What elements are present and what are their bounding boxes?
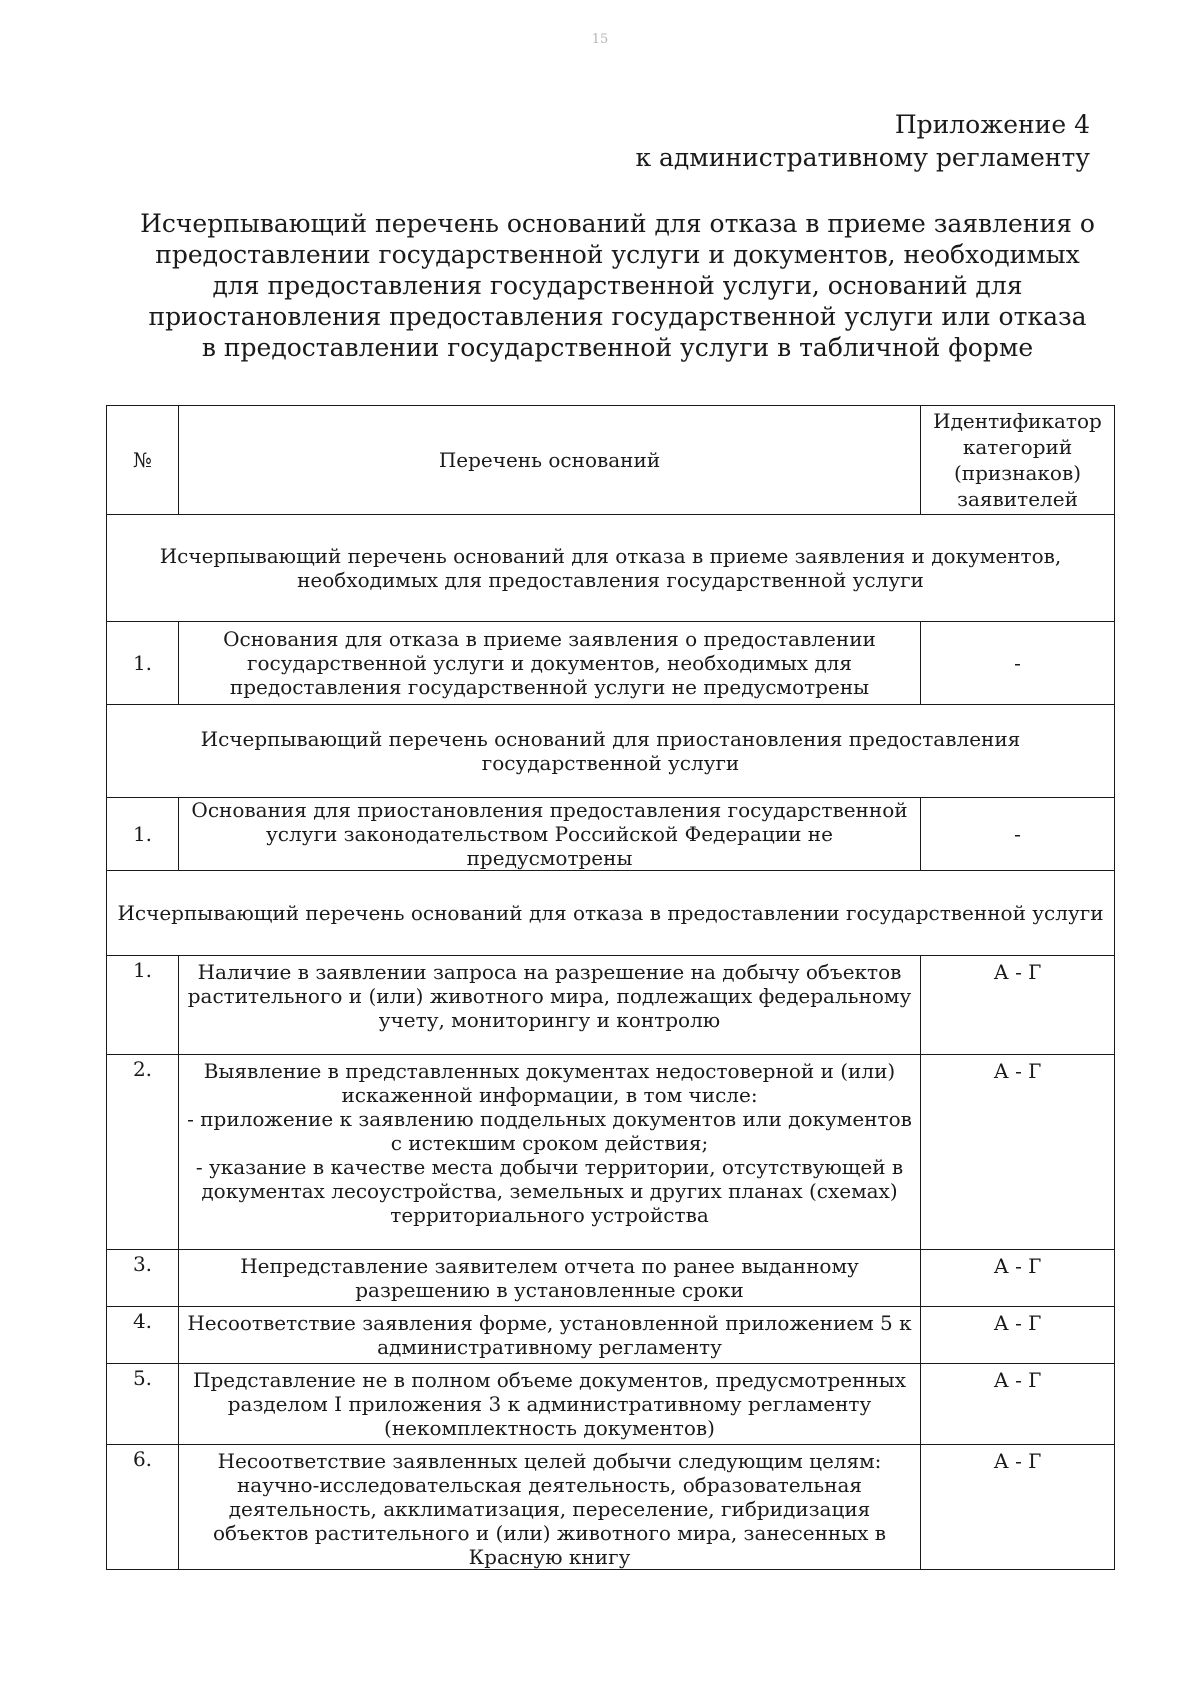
row-identifier: А - Г bbox=[921, 1250, 1115, 1307]
section-title-reception-refusal: Исчерпывающий перечень оснований для отказа в приеме заявления и документов, необходимых для предоставления государственной услуги bbox=[107, 515, 1115, 622]
row-identifier: - bbox=[921, 622, 1115, 705]
row-identifier: А - Г bbox=[921, 956, 1115, 1055]
row-text: Наличие в заявлении запроса на разрешение на добычу объектов растительного и (или) животного мира, подлежащих федеральному учету, мониторингу и контролю bbox=[179, 956, 921, 1055]
page-number: 15 bbox=[591, 32, 609, 47]
row-identifier: А - Г bbox=[921, 1055, 1115, 1250]
table-row bbox=[107, 798, 1115, 871]
document-title: Исчерпывающий перечень оснований для отказа в приеме заявления о предоставлении государственной услуги и документов, необходимых для предоставления государственной услуги, оснований для приостановления предоставления государственной услуги или отказа в предоставлении государственной услуги в табличной форме bbox=[140, 209, 1095, 362]
row-number: 1. bbox=[107, 622, 179, 705]
row-number: 5. bbox=[107, 1364, 179, 1445]
row-text: Представление не в полном объеме документов, предусмотренных разделом I приложения 3 к административному регламенту (некомплектность документов) bbox=[179, 1364, 921, 1445]
row-text: Основания для приостановления предоставления государственной услуги законодательством Российской Федерации не предусмотрены bbox=[179, 798, 921, 871]
appendix-reference: к административному регламенту bbox=[635, 143, 1090, 172]
table-row bbox=[107, 1364, 1115, 1445]
section-heading-row bbox=[107, 871, 1115, 956]
row-text: Непредставление заявителем отчета по ранее выданному разрешению в установленные сроки bbox=[179, 1250, 921, 1307]
header-identifier: Идентификатор категорий (признаков) заявителей bbox=[921, 406, 1115, 515]
row-text: Выявление в представленных документах недостоверной и (или) искаженной информации, в том числе: bbox=[203, 1059, 896, 1107]
table-header-row bbox=[107, 406, 1115, 515]
table-row bbox=[107, 1055, 1115, 1250]
grounds-table bbox=[106, 405, 1115, 1570]
header-grounds: Перечень оснований bbox=[179, 406, 921, 515]
row-text: Основания для отказа в приеме заявления о предоставлении государственной услуги и документов, необходимых для предоставления государственной услуги не предусмотрены bbox=[179, 622, 921, 705]
appendix-heading bbox=[635, 108, 1090, 174]
table-row bbox=[107, 956, 1115, 1055]
row-text-block bbox=[179, 1055, 921, 1250]
appendix-number: Приложение 4 bbox=[894, 110, 1090, 139]
section-title-service-refusal: Исчерпывающий перечень оснований для отказа в предоставлении государственной услуги bbox=[107, 871, 1115, 956]
table-row bbox=[107, 1250, 1115, 1307]
row-subitem: - приложение к заявлению поддельных документов или документов с истекшим сроком действия; bbox=[187, 1107, 912, 1155]
row-number: 1. bbox=[107, 798, 179, 871]
section-title-suspension: Исчерпывающий перечень оснований для приостановления предоставления государственной услуги bbox=[107, 705, 1115, 798]
section-heading-row bbox=[107, 705, 1115, 798]
row-identifier: - bbox=[921, 798, 1115, 871]
row-number: 1. bbox=[107, 956, 179, 1055]
row-number: 3. bbox=[107, 1250, 179, 1307]
row-number: 6. bbox=[107, 1445, 179, 1570]
table-row bbox=[107, 1445, 1115, 1570]
row-identifier: А - Г bbox=[921, 1445, 1115, 1570]
row-identifier: А - Г bbox=[921, 1364, 1115, 1445]
row-identifier: А - Г bbox=[921, 1307, 1115, 1364]
table-row bbox=[107, 622, 1115, 705]
row-text: Несоответствие заявления форме, установленной приложением 5 к административному регламенту bbox=[179, 1307, 921, 1364]
section-heading-row bbox=[107, 515, 1115, 622]
table-row bbox=[107, 1307, 1115, 1364]
row-text: Несоответствие заявленных целей добычи следующим целям: научно-исследовательская деятельность, образовательная деятельность, акклиматизация, переселение, гибридизация объектов растительного и (или) животного мира, занесенных в Красную книгу bbox=[179, 1445, 921, 1570]
header-number: № bbox=[107, 406, 179, 515]
row-number: 2. bbox=[107, 1055, 179, 1250]
row-subitem: - указание в качестве места добычи территории, отсутствующей в документах лесоустройства, земельных и других планах (схемах) территориального устройства bbox=[195, 1155, 904, 1227]
row-number: 4. bbox=[107, 1307, 179, 1364]
